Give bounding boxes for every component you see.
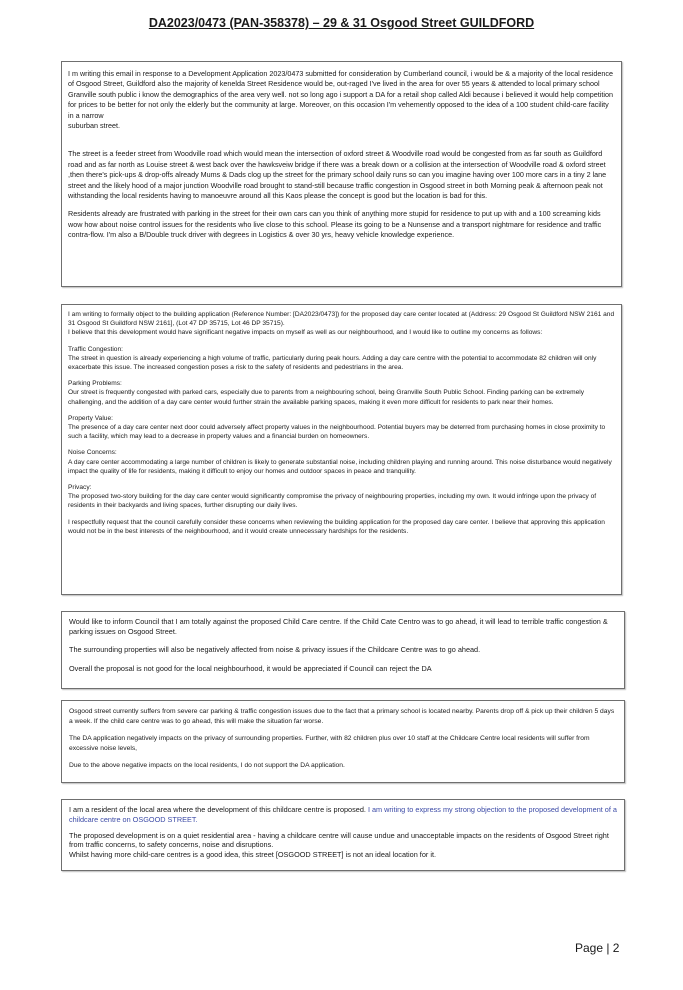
submission-1-paragraph: Residents already are frustrated with parking in the street for their own cars can you think of anything more stupid for residence to put up with and a 100 screaming kids wow how about noise control issues for the residents who live close to this school. Please its going to be a Nunsense and a transport nightmare for residence and traffic contra-flow. I'm also a B/Double truck driver with degrees in Logistics & over 30 yrs, heavy vehicle knowledge experience. <box>68 209 602 240</box>
submission-4-paragraph: The DA application negatively impacts on the privacy of surrounding properties. Further, with 82 children plus over 10 staff at the Childcare Centre local residents will suffer from excessive noise levels, <box>69 735 590 752</box>
submission-3-paragraph: The surrounding properties will also be negatively affected from noise & privacy issues if the Childcare Centre was to go ahead. <box>69 645 481 655</box>
submission-5-paragraph: The proposed development is on a quiet residential area - having a childcare centre will cause undue and unacceptable impacts on the residents of Osgood Street right from traffic concerns, to safety concerns, noise and disruptions. Whilst having more child-care centres is a good idea, this street [OSGOOD STREET] is not an ideal location for it. <box>69 830 609 860</box>
traffic-section: Traffic Congestion: The street in question is already experiencing a high volume of traffic, particularly during peak hours. Adding a day care centre with the potential to accommodate 82 children will only exacerbate this issue. The increased congestion poses a risk to the safety of residents and pedestrians in the area. <box>68 345 597 372</box>
submission-1-paragraph: The street is a feeder street from Woodville road which would mean the intersection of oxford street & Woodville road would be congested from as far south as Guildford road and as far north as Louise street & west back over the hawksveiw bridge if there was a break down or a collision at the intersection of Woodville road & oxford street ,then there's pick-ups & drop-offs already Mums & Dads clog up the street for the primary school daily runs so can you imagine having over 100 more cars in a tiny 2 lane street and the likely hood of a major junction Woodville road brought to stand-still because traffic congestion in Osgood street in both Morning peak & afternoon peak not withstanding the local residents having to manoeuvre around all this Kaos please the concept is good but the location is bad for this. <box>68 149 607 201</box>
submission-1 <box>61 61 622 287</box>
submission-4-paragraph: Due to the above negative impacts on the local residents, I do not support the DA application. <box>69 762 345 769</box>
section-heading: Property Value: <box>68 414 113 422</box>
submission-4-paragraph: Osgood street currently suffers from severe car parking & traffic congestion issues due to the fact that a primary school is located nearby. Parents drop off & pick up their children 5 days a week. If the child care centre was to go ahead, this will make the situation far worse. <box>69 708 615 725</box>
submission-2-intro: I am writing to formally object to the building application (Reference Number: [DA2023/0473]) for the proposed day care center located at (Address: 29 Osgood St Guildford NSW 2161 and 31 Osgood St Guildford NSW 2161], (Lot 47 DP 35715, Lot 46 DP 35715). I believe that this development would have significant negative impacts on myself as well as our neighbourhood, and I would like to outline my concerns as follows: <box>68 311 615 337</box>
property-section: Property Value: The presence of a day care center next door could adversely affect property values in the neighbourhood. Potential buyers may be deterred from purchasing homes in close proximity to such a facility, which may lead to a decrease in property values and a financial burden on homeowners. <box>68 414 606 441</box>
submission-1-paragraph: I m writing this email in response to a Development Application 2023/0473 submitted for consideration by Cumberland council, i would be & a majority of the local residence of Osgood Street, Guildford also the majority of kenelda Street Residence would be, out-raged I've lived in the area for over 55 years & attended to local primary school Granville south public i know the demographics of the area very well. not so long ago i support a DA for a retail shop called Aldi because i believed it would help competition for prices to be better for not only the elderly but the community at large. Moreover, on this occasion I'm vehemently opposed to the idea of a 100 student child-care facility in a narrow suburban street. <box>68 69 613 131</box>
parking-section: Parking Problems: Our street is frequently congested with parked cars, especially due to parents from a neighbouring school, being Granville South Public School. Finding parking can be extremely challenging, and the addition of a day care center would further strain the available parking spaces, making it even more difficult for residents to park near their homes. <box>68 380 585 406</box>
submission-3 <box>61 611 625 689</box>
submission-2 <box>61 304 622 595</box>
document-title: DA2023/0473 (PAN-358378) – 29 & 31 Osgood Street GUILDFORD <box>148 16 535 30</box>
privacy-section: Privacy: The proposed two-story building for the day care center would significantly compromise the privacy of neighbouring properties, including my own. It would infringe upon the privacy of residents in their backyards and living spaces, further disrupting our daily lives. <box>68 484 597 510</box>
page-number: Page | 2 <box>575 941 620 955</box>
submission-5-paragraph: I am a resident of the local area where the development of this childcare centre is proposed. I am writing to express my strong objection to the proposed development of a childcare centre on OSGOOD STREET. <box>69 805 617 824</box>
section-heading: Privacy: <box>68 484 92 492</box>
submission-3-paragraph: Would like to inform Council that I am totally against the proposed Child Care centre. If the Child Cate Centro was to go ahead, it will lead to terrible traffic congestion & parking issues on Osgood Street. <box>69 617 608 637</box>
submission-5 <box>61 799 625 871</box>
submission-2-closing: I respectfully request that the council carefully consider these concerns when reviewing the building application for the proposed day care center. I believe that approving this application would not be in the best interests of the neighbourhood, and it would create unnecessary hardships for the residents. <box>68 518 605 535</box>
section-heading: Noise Concerns: <box>68 449 117 457</box>
section-heading: Traffic Congestion: <box>68 345 123 353</box>
noise-section: Noise Concerns: A day care center accommodating a large number of children is likely to generate substantial noise, including children playing and running around. This noise disturbance would negatively impact the quality of life for residents, making it difficult to enjoy our homes and outdoor spaces in peace and tranquility. <box>68 449 612 475</box>
submission-4 <box>61 700 625 783</box>
submission-3-paragraph: Overall the proposal is not good for the local neighbourhood, it would be appreciated if Council can reject the DA <box>69 663 432 673</box>
section-heading: Parking Problems: <box>68 380 122 388</box>
